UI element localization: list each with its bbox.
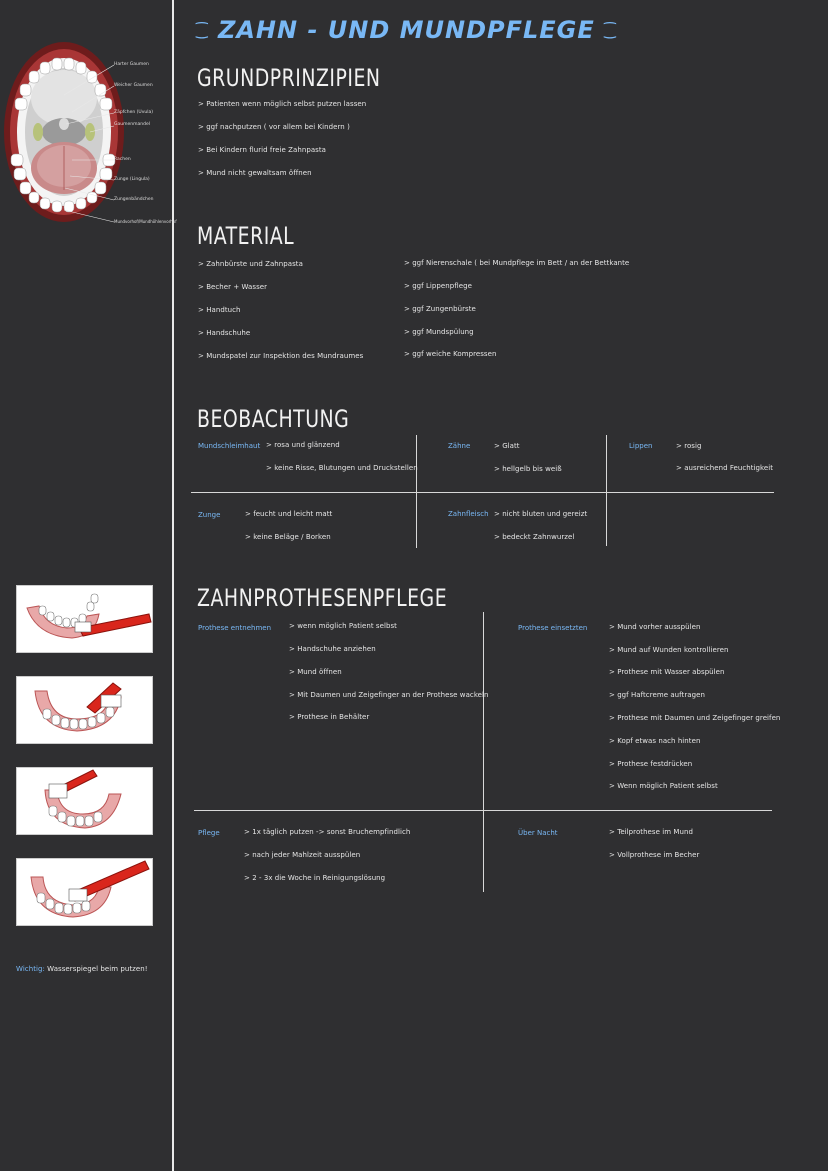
material-item: > Handtuch xyxy=(198,306,241,314)
label-pflege: Pflege xyxy=(198,829,220,837)
prothese-item: > Prothese mit Wasser abspülen xyxy=(609,668,725,676)
prothese-item: > Prothese in Behälter xyxy=(289,713,370,721)
prothese-item: > Mund vorher ausspülen xyxy=(609,623,701,631)
title-ornament-right-icon: ⁐ xyxy=(604,23,617,39)
label-mundvorhof: Mundvorhof/Mundhöhlenvorhof xyxy=(114,219,177,224)
label-harter-gaumen: Harter Gaumen xyxy=(114,62,149,67)
material-item: > Mundspatel zur Inspektion des Mundraumes xyxy=(198,352,364,360)
title-ornament-left-icon: ⁐ xyxy=(196,23,209,39)
prothese-item: > 1x täglich putzen -> sonst Bruchempfindlich xyxy=(244,828,411,836)
label-ueber-nacht: Über Nacht xyxy=(518,829,558,837)
observation-item: > rosa und glänzend xyxy=(266,441,340,449)
observation-item: > bedeckt Zahnwurzel xyxy=(494,533,575,541)
label-zunge: Zunge (Lingula) xyxy=(114,177,150,182)
prothese-item: > Mit Daumen und Zeigefinger an der Prothese wackeln xyxy=(289,691,489,699)
material-item: > ggf Lippenpflege xyxy=(404,282,472,290)
grundprinzip-item: > Mund nicht gewaltsam öffnen xyxy=(198,169,312,177)
observation-item: > keine Risse, Blutungen und Druckstellen xyxy=(266,464,418,472)
prothese-item: > nach jeder Mahlzeit ausspülen xyxy=(244,851,361,859)
observation-item: > feucht und leicht matt xyxy=(245,510,333,518)
label-lippen: Lippen xyxy=(629,442,653,450)
label-weicher-gaumen: Weicher Gaumen xyxy=(114,83,153,88)
material-item: > Becher + Wasser xyxy=(198,283,268,291)
grundprinzip-item: > ggf nachputzen ( vor allem bei Kindern ) xyxy=(198,123,350,131)
label-prothese-einsetzen: Prothese einsetzten xyxy=(518,624,588,632)
label-zahnfleisch: Zahnfleisch xyxy=(448,510,489,518)
heading-zahnprothesenpflege: ZAHNPROTHESENPFLEGE xyxy=(197,584,448,612)
material-item: > Handschuhe xyxy=(198,329,251,337)
sidebar xyxy=(0,0,177,1171)
prothese-item: > wenn möglich Patient selbst xyxy=(289,622,397,630)
prothese-item: > Handschuhe anziehen xyxy=(289,645,376,653)
prothese-item: > Teilprothese im Mund xyxy=(609,828,693,836)
label-zungenbaendchen: Zungenbändchen xyxy=(114,197,154,202)
denture-cleaning-image-1 xyxy=(16,585,153,653)
prothese-item: > Mund öffnen xyxy=(289,668,342,676)
label-rachen: Rachen xyxy=(114,157,131,162)
material-item: > ggf weiche Kompressen xyxy=(404,350,497,358)
table-divider-horizontal xyxy=(191,492,774,493)
observation-item: > nicht bluten und gereizt xyxy=(494,510,588,518)
table-divider-horizontal xyxy=(194,810,772,811)
observation-item: > rosig xyxy=(676,442,702,450)
note-text: Wasserspiegel beim putzen! xyxy=(47,965,148,973)
grundprinzip-item: > Bei Kindern flurid freie Zahnpasta xyxy=(198,146,326,154)
open-mouth-illustration xyxy=(2,40,126,226)
heading-grundprinzipien: GRUNDPRINZIPIEN xyxy=(197,64,381,92)
prothese-item: > Vollprothese im Becher xyxy=(609,851,700,859)
denture-cleaning-image-3 xyxy=(16,767,153,835)
observation-item: > Glatt xyxy=(494,442,520,450)
table-divider-vertical xyxy=(606,435,607,546)
prothese-item: > ggf Haftcreme auftragen xyxy=(609,691,705,699)
note-label: Wichtig: xyxy=(16,965,45,973)
label-prothese-entnehmen: Prothese entnehmen xyxy=(198,624,272,632)
heading-beobachtung: BEOBACHTUNG xyxy=(197,405,350,433)
prothese-item: > Prothese mit Daumen und Zeigefinger greifen xyxy=(609,714,781,722)
label-zunge: Zunge xyxy=(198,511,221,519)
denture-cleaning-image-4 xyxy=(16,858,153,926)
prothese-item: > Prothese festdrücken xyxy=(609,760,693,768)
wasserspiegel-note xyxy=(16,965,148,973)
material-item: > Zahnbürste und Zahnpasta xyxy=(198,260,303,268)
label-gaumenmandel: Gaumenmandel xyxy=(114,122,150,127)
observation-item: > keine Beläge / Borken xyxy=(245,533,331,541)
denture-cleaning-image-2 xyxy=(16,676,153,744)
observation-item: > hellgelb bis weiß xyxy=(494,465,562,473)
material-item: > ggf Nierenschale ( bei Mundpflege im Bett / an der Bettkante xyxy=(404,259,630,267)
page-title-text: ZAHN - UND MUNDPFLEGE xyxy=(217,16,595,44)
prothese-item: > Mund auf Wunden kontrollieren xyxy=(609,646,729,654)
label-mundschleimhaut: Mundschleimhaut xyxy=(198,442,261,450)
prothese-item: > Wenn möglich Patient selbst xyxy=(609,782,718,790)
label-zaepfchen: Zäpfchen (Uvula) xyxy=(114,110,153,115)
prothese-item: > 2 - 3x die Woche in Reinigungslösung xyxy=(244,874,386,882)
label-zaehne: Zähne xyxy=(448,442,471,450)
main-content xyxy=(176,0,828,1171)
page-title xyxy=(196,16,617,44)
material-item: > ggf Zungenbürste xyxy=(404,305,476,313)
observation-item: > ausreichend Feuchtigkeit xyxy=(676,464,774,472)
grundprinzip-item: > Patienten wenn möglich selbst putzen lassen xyxy=(198,100,367,108)
table-divider-vertical xyxy=(483,612,484,892)
prothese-item: > Kopf etwas nach hinten xyxy=(609,737,701,745)
heading-material: MATERIAL xyxy=(197,222,295,250)
material-item: > ggf Mundspülung xyxy=(404,328,474,336)
